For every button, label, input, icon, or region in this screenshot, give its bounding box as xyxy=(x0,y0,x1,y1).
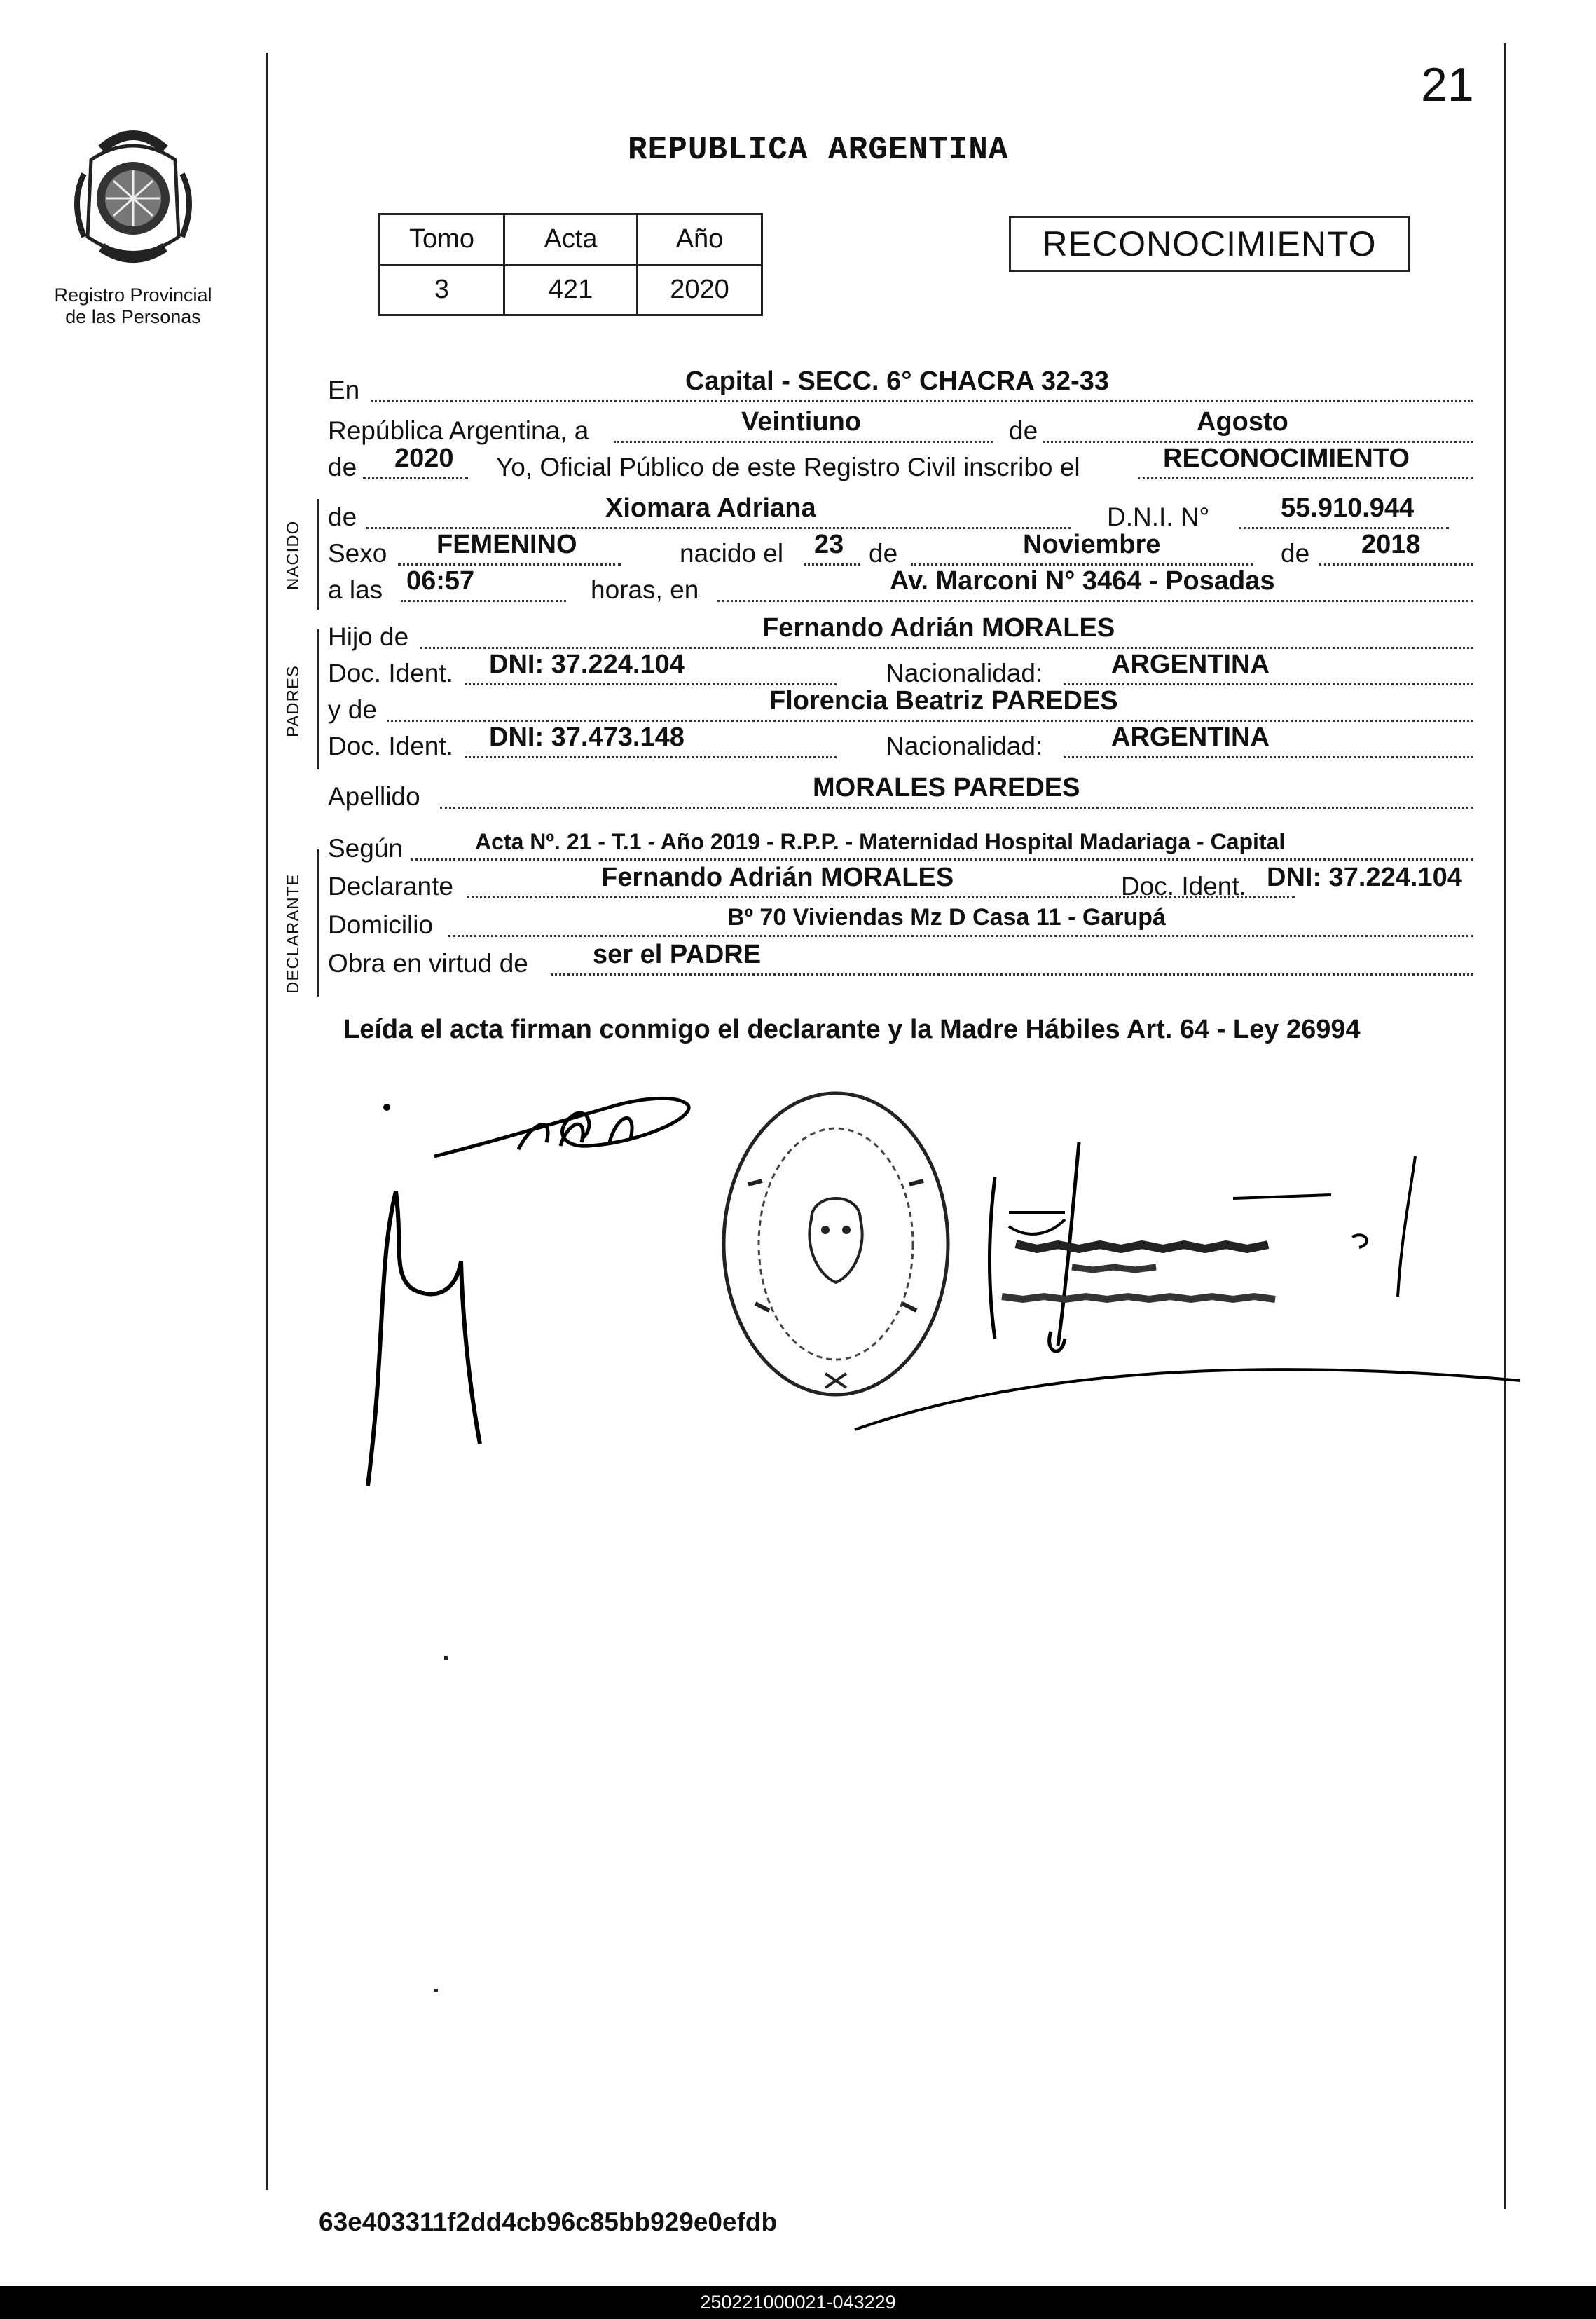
label-de-month: de xyxy=(1009,416,1038,445)
value-place: Capital - SECC. 6° CHACRA 32-33 xyxy=(685,367,1110,396)
side-label-padres: PADRES xyxy=(284,665,303,737)
declarante-bracket xyxy=(317,849,319,997)
value-father-nationality: ARGENTINA xyxy=(1111,650,1270,679)
label-registro-text: Yo, Oficial Público de este Registro Civil inscribo el xyxy=(496,453,1080,481)
page-number: 21 xyxy=(1421,58,1474,111)
value-declarant-name: Fernando Adrián MORALES xyxy=(601,863,954,892)
label-sexo: Sexo xyxy=(328,539,387,568)
value-child-dni: 55.910.944 xyxy=(1281,493,1415,523)
label-obra: Obra en virtud de xyxy=(328,949,528,978)
label-de-year: de xyxy=(328,453,357,481)
reference-value-tomo: 3 xyxy=(380,265,504,315)
left-margin-rule xyxy=(266,53,268,2190)
document-title: REPUBLICA ARGENTINA xyxy=(628,132,1009,168)
value-birth-day: 23 xyxy=(814,530,844,559)
value-birth-year: 2018 xyxy=(1361,530,1421,559)
value-inscription-type: RECONOCIMIENTO xyxy=(1163,444,1410,473)
value-birth-place: Av. Marconi N° 3464 - Posadas xyxy=(890,566,1275,596)
value-surname: MORALES PAREDES xyxy=(813,773,1080,802)
padres-bracket xyxy=(317,629,319,769)
value-birth-month: Noviembre xyxy=(1023,530,1161,559)
row-surname xyxy=(328,773,1477,814)
side-label-declarante: DECLARANTE xyxy=(284,873,303,994)
label-dni: D.N.I. N° xyxy=(1107,502,1210,531)
registry-caption-line2: de las Personas xyxy=(65,306,201,327)
reference-table xyxy=(378,213,763,316)
reference-table-value-row xyxy=(380,265,762,315)
registry-logo xyxy=(49,118,217,328)
label-y-de: y de xyxy=(328,695,377,724)
scan-speck xyxy=(444,1656,448,1660)
value-day-words: Veintiuno xyxy=(741,407,861,437)
document-hash: 63e403311f2dd4cb96c85bb929e0efdb xyxy=(319,2208,778,2236)
label-de-birth-month: de xyxy=(869,539,898,568)
value-birth-time: 06:57 xyxy=(406,566,475,596)
registry-caption-line1: Registro Provincial xyxy=(54,285,212,306)
reference-table-header-row xyxy=(380,214,762,265)
label-apellido: Apellido xyxy=(328,782,420,811)
value-child-name: Xiomara Adriana xyxy=(605,493,816,523)
reference-header-acta: Acta xyxy=(504,214,638,265)
row-birth-time-place xyxy=(328,566,1477,608)
official-signature-stamp xyxy=(785,1121,1527,1465)
label-nacido-el: nacido el xyxy=(680,539,784,568)
label-a-las: a las xyxy=(328,575,383,604)
row-place xyxy=(328,367,1477,408)
label-father-doc-ident: Doc. Ident. xyxy=(328,659,453,688)
scan-speck-2 xyxy=(434,1989,438,1992)
side-label-nacido: NACIDO xyxy=(284,520,303,590)
closing-statement: Leída el acta firman conmigo el declarante y la Madre Hábiles Art. 64 - Ley 26994 xyxy=(343,1015,1361,1044)
value-segun: Acta Nº. 21 - T.1 - Año 2019 - R.P.P. - Maternidad Hospital Madariaga - Capital xyxy=(475,829,1286,854)
label-hijo-de: Hijo de xyxy=(328,622,409,651)
reference-value-ano: 2020 xyxy=(638,265,762,315)
label-mother-nacionalidad: Nacionalidad: xyxy=(886,732,1043,760)
row-capacity xyxy=(328,940,1477,981)
value-father-name: Fernando Adrián MORALES xyxy=(762,613,1115,643)
reference-header-ano: Año xyxy=(638,214,762,265)
label-mother-doc-ident: Doc. Ident. xyxy=(328,732,453,760)
row-address xyxy=(328,904,1477,943)
row-year xyxy=(328,444,1477,485)
declarant-signature xyxy=(378,1079,708,1184)
value-declarant-doc: DNI: 37.224.104 xyxy=(1267,863,1462,892)
label-declarante: Declarante xyxy=(328,872,453,901)
reference-value-acta: 421 xyxy=(504,265,638,315)
document-type-box: RECONOCIMIENTO xyxy=(1009,216,1410,272)
label-declarant-doc-ident: Doc. Ident. xyxy=(1121,872,1246,901)
footer-code-bar: 250221000021-043229 xyxy=(0,2286,1596,2319)
value-month: Agosto xyxy=(1197,407,1288,437)
misiones-emblem-icon xyxy=(63,118,203,279)
value-father-doc: DNI: 37.224.104 xyxy=(489,650,685,679)
reference-header-tomo: Tomo xyxy=(380,214,504,265)
label-segun: Según xyxy=(328,834,403,863)
value-mother-doc: DNI: 37.473.148 xyxy=(489,723,685,752)
label-horas-en: horas, en xyxy=(591,575,699,604)
label-father-nacionalidad: Nacionalidad: xyxy=(886,659,1043,688)
value-mother-name: Florencia Beatriz PAREDES xyxy=(769,686,1118,716)
label-republica: República Argentina, a xyxy=(328,416,589,445)
value-mother-nationality: ARGENTINA xyxy=(1111,723,1270,752)
row-declarant xyxy=(328,863,1477,904)
value-capacity: ser el PADRE xyxy=(593,940,762,969)
label-domicilio: Domicilio xyxy=(328,910,434,939)
label-de-child: de xyxy=(328,502,357,531)
row-segun xyxy=(328,831,1477,866)
value-sex: FEMENINO xyxy=(436,530,577,559)
label-de-birth-year: de xyxy=(1281,539,1310,568)
label-en: En xyxy=(328,376,360,404)
row-mother-doc xyxy=(328,723,1477,764)
value-address: Bº 70 Viviendas Mz D Casa 11 - Garupá xyxy=(727,904,1166,931)
mother-signature xyxy=(336,1177,504,1500)
value-year: 2020 xyxy=(394,444,454,473)
nacido-bracket xyxy=(317,499,319,610)
